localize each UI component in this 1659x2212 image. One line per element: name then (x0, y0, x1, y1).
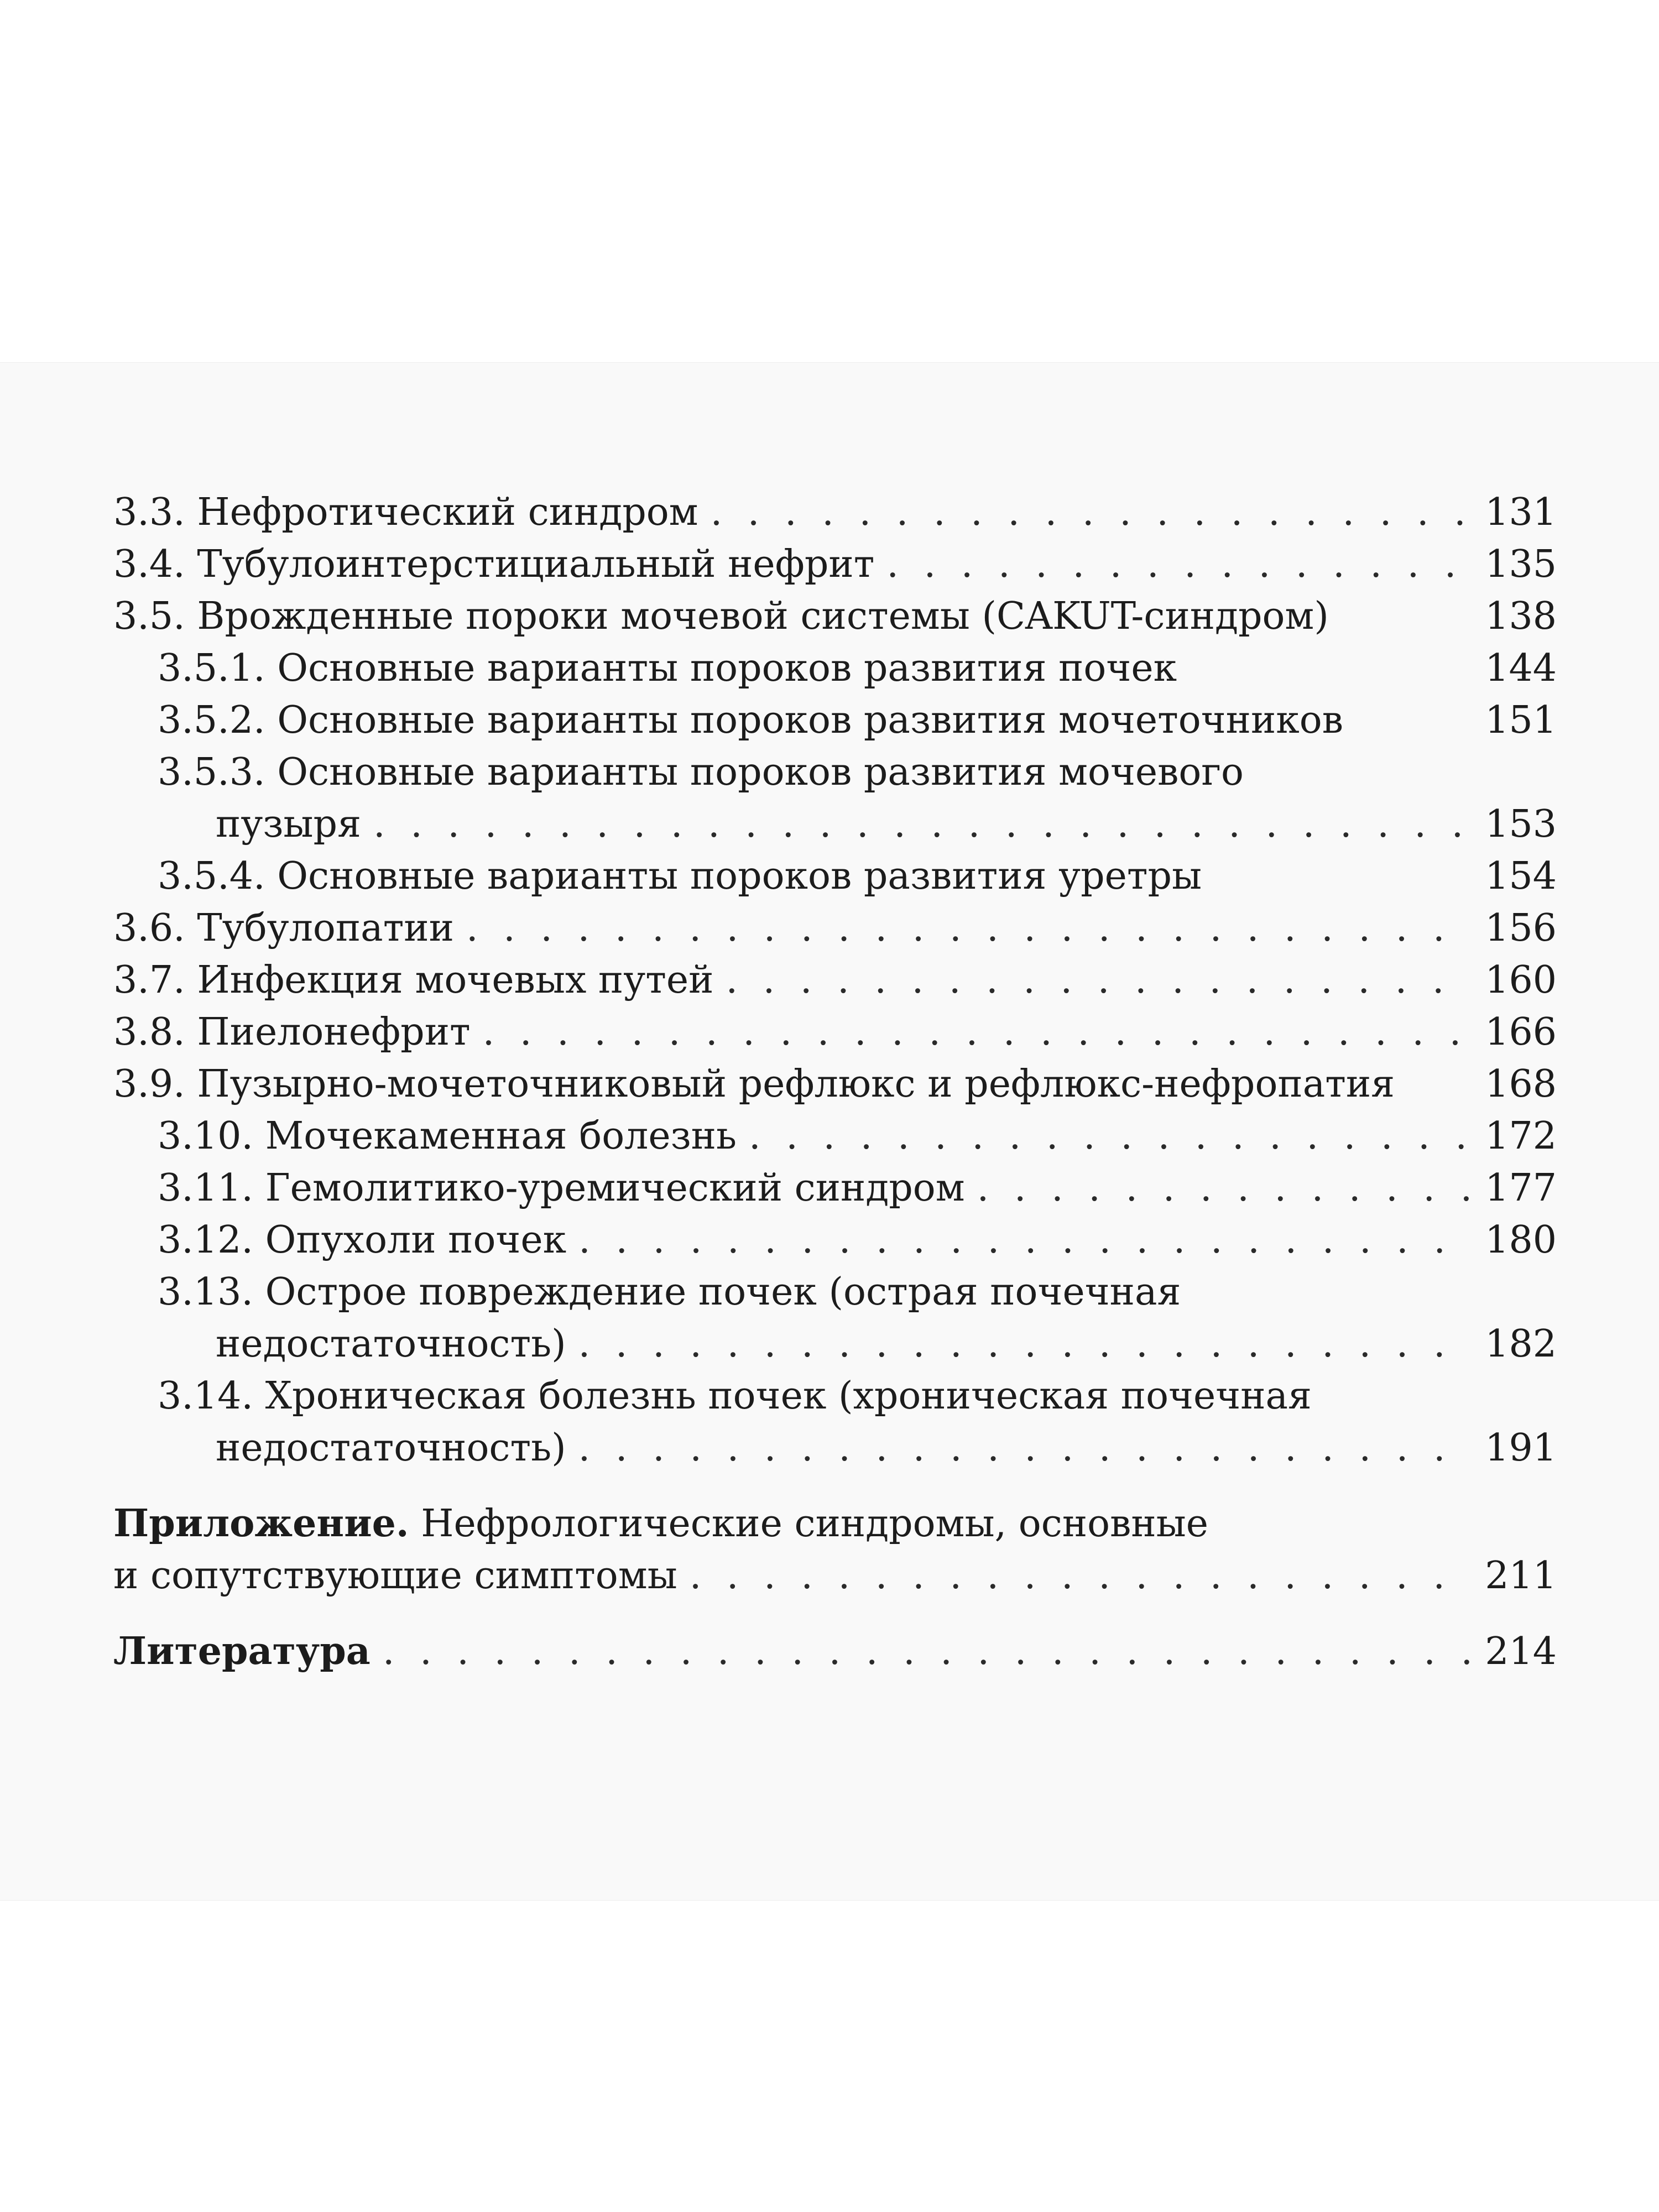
toc-leader-dots (466, 902, 1473, 954)
toc-entry-title-line1 (113, 1498, 1557, 1550)
toc-entry-title: 3.5.2. Основные варианты пороков развития мочеточников (158, 698, 1344, 742)
toc-leader-dots (578, 1422, 1473, 1474)
toc-page-number: 168 (1485, 1062, 1557, 1106)
toc-leader-dots (886, 539, 1473, 591)
toc-page-number: 160 (1485, 958, 1557, 1002)
toc-page-number: 177 (1485, 1166, 1557, 1210)
toc-entry-title-rest: Нефрологические синдромы, основные (409, 1502, 1209, 1546)
toc-page-number: 138 (1485, 594, 1557, 638)
toc-page-number: 151 (1485, 698, 1557, 742)
toc-entry-appendix (113, 1498, 1557, 1602)
toc-leader-dots (690, 1550, 1473, 1602)
toc-entry (113, 1266, 1557, 1370)
toc-entry (113, 1370, 1557, 1474)
toc-leader-dots (749, 1110, 1473, 1162)
toc-page-number: 131 (1485, 491, 1557, 534)
toc-entry-title: 3.6. Тубулопатии (113, 906, 454, 950)
toc-entry (113, 747, 1557, 851)
toc-leader-dots (578, 1318, 1473, 1370)
toc-entry-title: 3.5.1. Основные варианты пороков развития почек (158, 646, 1177, 690)
toc-entry-title: 3.4. Тубулоинтерстициальный нефрит (113, 542, 875, 586)
toc-leader-dots (383, 1626, 1473, 1678)
table-of-contents (113, 487, 1557, 1678)
toc-entry (113, 1058, 1557, 1110)
toc-entry (113, 695, 1557, 747)
toc-page-number: 182 (1485, 1322, 1557, 1366)
toc-entry (113, 643, 1557, 695)
toc-page-number: 172 (1485, 1114, 1557, 1158)
toc-entry (113, 539, 1557, 591)
toc-entry-title: 3.10. Мочекаменная болезнь (158, 1114, 737, 1158)
toc-page-number: 191 (1485, 1426, 1557, 1470)
toc-entry (113, 1214, 1557, 1266)
toc-page-number: 154 (1485, 854, 1557, 898)
toc-page-number: 144 (1485, 646, 1557, 690)
toc-entry-title: 3.7. Инфекция мочевых путей (113, 958, 714, 1002)
toc-entry-references (113, 1625, 1557, 1678)
toc-entry-title: и сопутствующие симптомы (113, 1554, 677, 1598)
toc-page-number: 166 (1485, 1010, 1557, 1054)
toc-page-number: 211 (1485, 1554, 1557, 1598)
toc-entry (113, 1110, 1557, 1162)
toc-entry (113, 1006, 1557, 1058)
toc-entry-bold-label: Приложение. (113, 1501, 409, 1546)
toc-entry-title-line1: 3.5.3. Основные варианты пороков развития мочевого (158, 750, 1244, 794)
toc-entry (113, 1162, 1557, 1214)
toc-entry (113, 487, 1557, 539)
toc-entry-title: Литература (113, 1629, 371, 1673)
toc-leader-dots (711, 487, 1473, 539)
toc-page-number: 135 (1485, 542, 1557, 586)
toc-entry-title: недостаточность) (216, 1426, 566, 1470)
toc-entry (113, 851, 1557, 902)
toc-entry-title-line1: 3.14. Хроническая болезнь почек (хроническая почечная (158, 1374, 1312, 1418)
toc-page-number: 156 (1485, 906, 1557, 950)
toc-entry-title: 3.5. Врожденные пороки мочевой системы (CAKUT-синдром) (113, 594, 1329, 638)
toc-entry-title: 3.9. Пузырно-мочеточниковый рефлюкс и рефлюкс-нефропатия (113, 1062, 1395, 1106)
toc-leader-dots (726, 954, 1473, 1006)
toc-leader-dots (578, 1214, 1473, 1266)
toc-page-number: 153 (1485, 802, 1557, 846)
toc-entry-title-line1: 3.13. Острое повреждение почек (острая почечная (158, 1270, 1181, 1314)
toc-entry (113, 902, 1557, 954)
toc-entry-title: пузыря (216, 802, 361, 846)
toc-entry-title: недостаточность) (216, 1322, 566, 1366)
toc-leader-dots (483, 1006, 1473, 1058)
toc-entry (113, 954, 1557, 1006)
toc-entry-title: 3.12. Опухоли почек (158, 1218, 567, 1262)
toc-entry-title: 3.5.4. Основные варианты пороков развития уретры (158, 854, 1202, 898)
toc-entry-title: 3.3. Нефротический синдром (113, 491, 698, 534)
toc-page-number: 180 (1485, 1218, 1557, 1262)
toc-leader-dots (373, 799, 1473, 851)
toc-entry (113, 591, 1557, 643)
toc-page-number: 214 (1485, 1630, 1557, 1673)
toc-entry-title: 3.11. Гемолитико-уремический синдром (158, 1166, 965, 1210)
toc-leader-dots (977, 1162, 1473, 1214)
toc-entry-title: 3.8. Пиелонефрит (113, 1010, 471, 1054)
